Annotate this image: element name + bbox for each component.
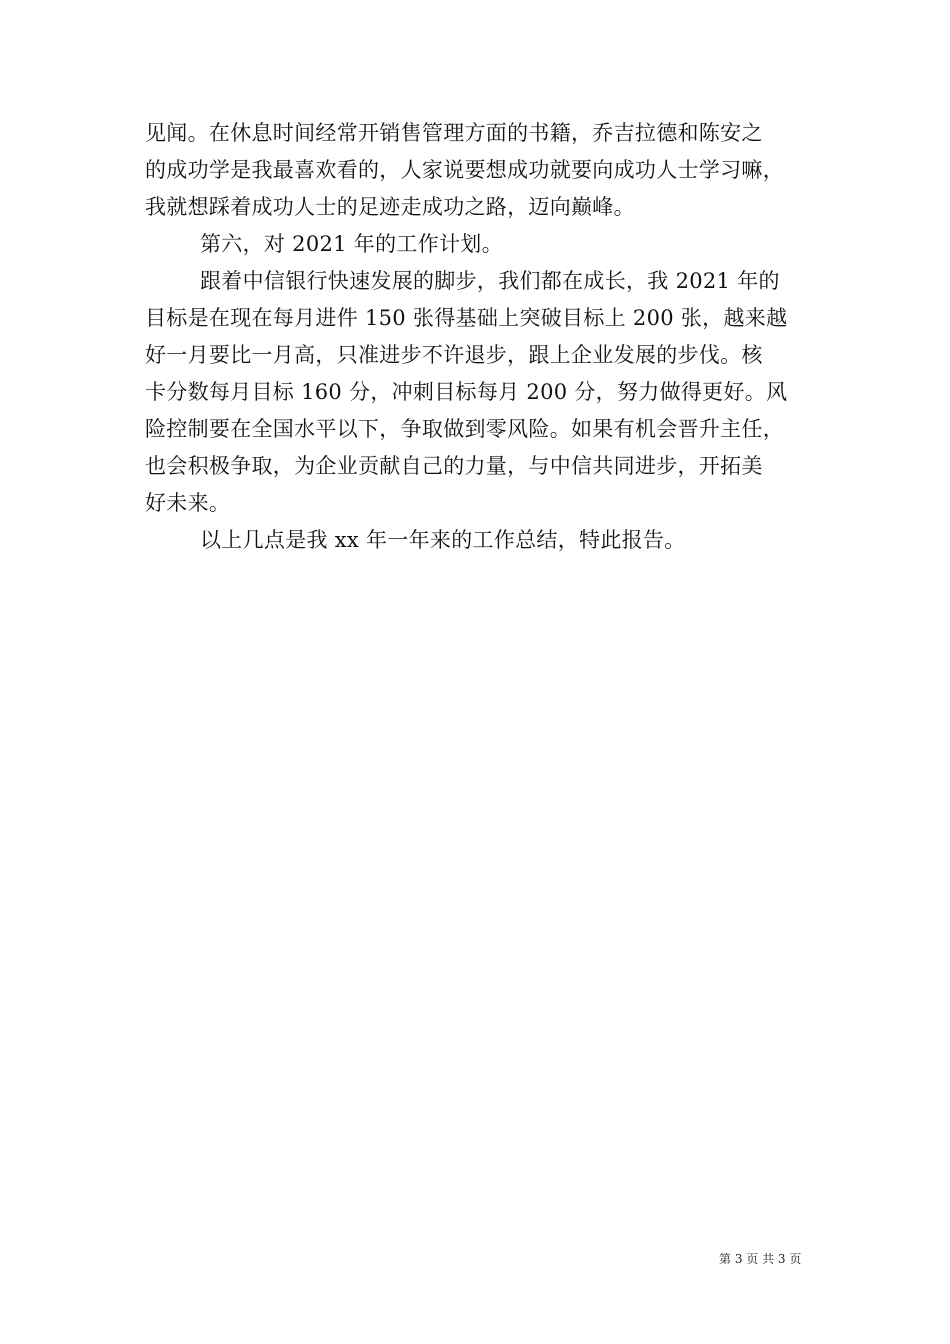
- paragraph-continuation: [145, 115, 810, 226]
- text-line: 的成功学是我最喜欢看的，人家说要想成功就要向成功人士学习嘛，: [145, 158, 784, 182]
- text-line: 以上几点是我 xx 年一年来的工作总结，特此报告。: [200, 528, 686, 552]
- text-line: 跟着中信银行快速发展的脚步，我们都在成长，我 2021 年的: [200, 269, 780, 293]
- document-body: [145, 115, 810, 559]
- text-line: 目标是在现在每月进件 150 张得基础上突破目标上 200 张，越来越: [145, 306, 788, 330]
- page-number-footer: 第 3 页 共 3 页: [719, 1252, 802, 1266]
- paragraph-conclusion: [145, 522, 810, 559]
- text-line: 见闻。在休息时间经常开销售管理方面的书籍，乔吉拉德和陈安之: [145, 121, 763, 145]
- text-line: 好未来。: [145, 491, 231, 515]
- text-line: 第六，对 2021 年的工作计划。: [200, 232, 503, 256]
- paragraph-plan: [145, 263, 810, 522]
- section-heading: [145, 226, 810, 263]
- text-line: 险控制要在全国水平以下，争取做到零风险。如果有机会晋升主任，: [145, 417, 784, 441]
- text-line: 卡分数每月目标 160 分，冲刺目标每月 200 分，努力做得更好。风: [145, 380, 788, 404]
- text-line: 好一月要比一月高，只准进步不许退步，跟上企业发展的步伐。核: [145, 343, 763, 367]
- text-line: 我就想踩着成功人士的足迹走成功之路，迈向巅峰。: [145, 195, 635, 219]
- text-line: 也会积极争取，为企业贡献自己的力量，与中信共同进步，开拓美: [145, 454, 763, 478]
